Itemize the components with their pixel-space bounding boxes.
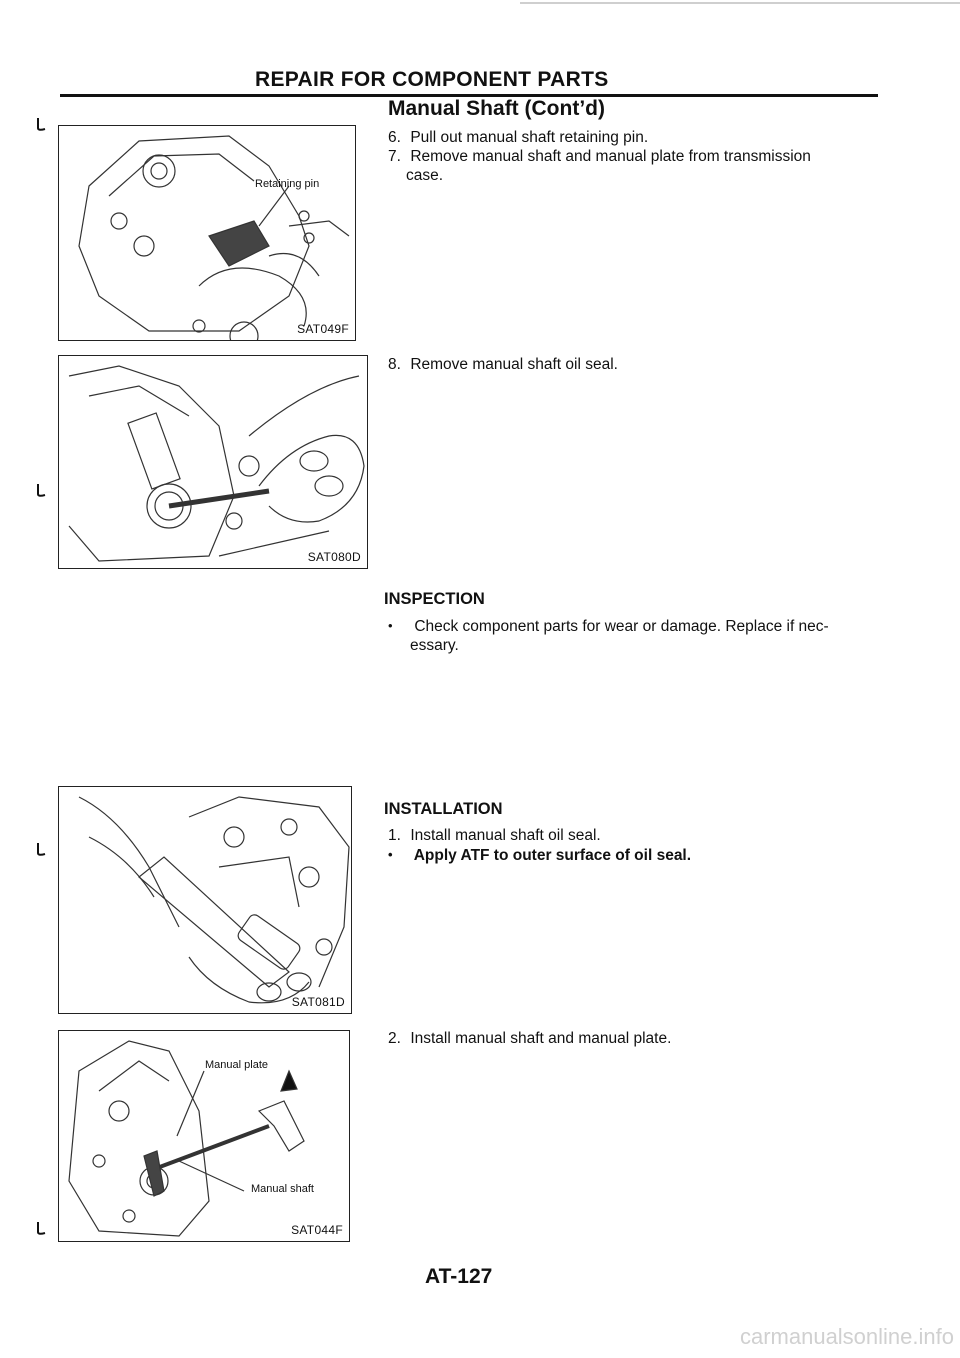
figure-code: SAT044F [291,1223,343,1237]
installation-heading: INSTALLATION [384,800,503,818]
page-number: AT-127 [425,1265,493,1288]
step-number: 8. [388,356,401,373]
step-7-continuation: case. [406,167,444,184]
step-number: 7. [388,148,401,165]
step-number: 2. [388,1030,401,1047]
step-7 [388,147,888,166]
figure-code: SAT081D [291,995,345,1009]
install-step-2 [388,1029,888,1048]
retaining-pin-illustration [59,126,356,341]
watermark: carmanualsonline.info [739,1324,954,1349]
bullet-mark: • [388,847,393,862]
step-text: Install manual shaft and manual plate. [410,1030,672,1047]
step-text: Remove manual shaft and manual plate from transmission [410,148,811,165]
figure-oil-seal-install [58,786,352,1014]
step-text: Remove manual shaft oil seal. [410,356,618,373]
step-text: Install manual shaft oil seal. [410,827,601,844]
oil-seal-removal-illustration [59,356,368,569]
install-note [388,845,888,865]
figure-retaining-pin [58,125,356,341]
step-8 [388,355,888,374]
margin-tick-mark [36,484,48,498]
inspection-bullet [388,616,888,636]
step-number: 1. [388,827,401,844]
figure-label-retaining-pin: Retaining pin [255,178,320,190]
install-step-1 [388,826,888,845]
margin-tick-mark [36,118,48,132]
oil-seal-install-illustration [59,787,352,1014]
margin-tick-mark [36,843,48,857]
margin-tick-mark [36,1222,48,1236]
figure-code: SAT049F [297,322,349,336]
install-note-text: Apply ATF to outer surface of oil seal. [413,847,692,864]
figure-manual-shaft-plate [58,1030,350,1242]
step-text: Pull out manual shaft retaining pin. [410,129,649,146]
step-number: 6. [388,129,401,146]
figure-code: SAT080D [307,550,361,564]
figure-label-manual-plate: Manual plate [205,1059,268,1071]
page-header: REPAIR FOR COMPONENT PARTS [255,68,609,91]
bullet-mark: • [388,618,393,633]
step-6 [388,128,888,147]
top-edge-rule [520,2,960,4]
inspection-heading: INSPECTION [384,590,485,608]
inspection-continuation: essary. [410,637,459,654]
figure-oil-seal-removal [58,355,368,569]
inspection-text: Check component parts for wear or damage. Replace if nec- [414,618,829,635]
figure-label-manual-shaft: Manual shaft [251,1183,314,1195]
section-title: Manual Shaft (Cont’d) [388,97,605,120]
